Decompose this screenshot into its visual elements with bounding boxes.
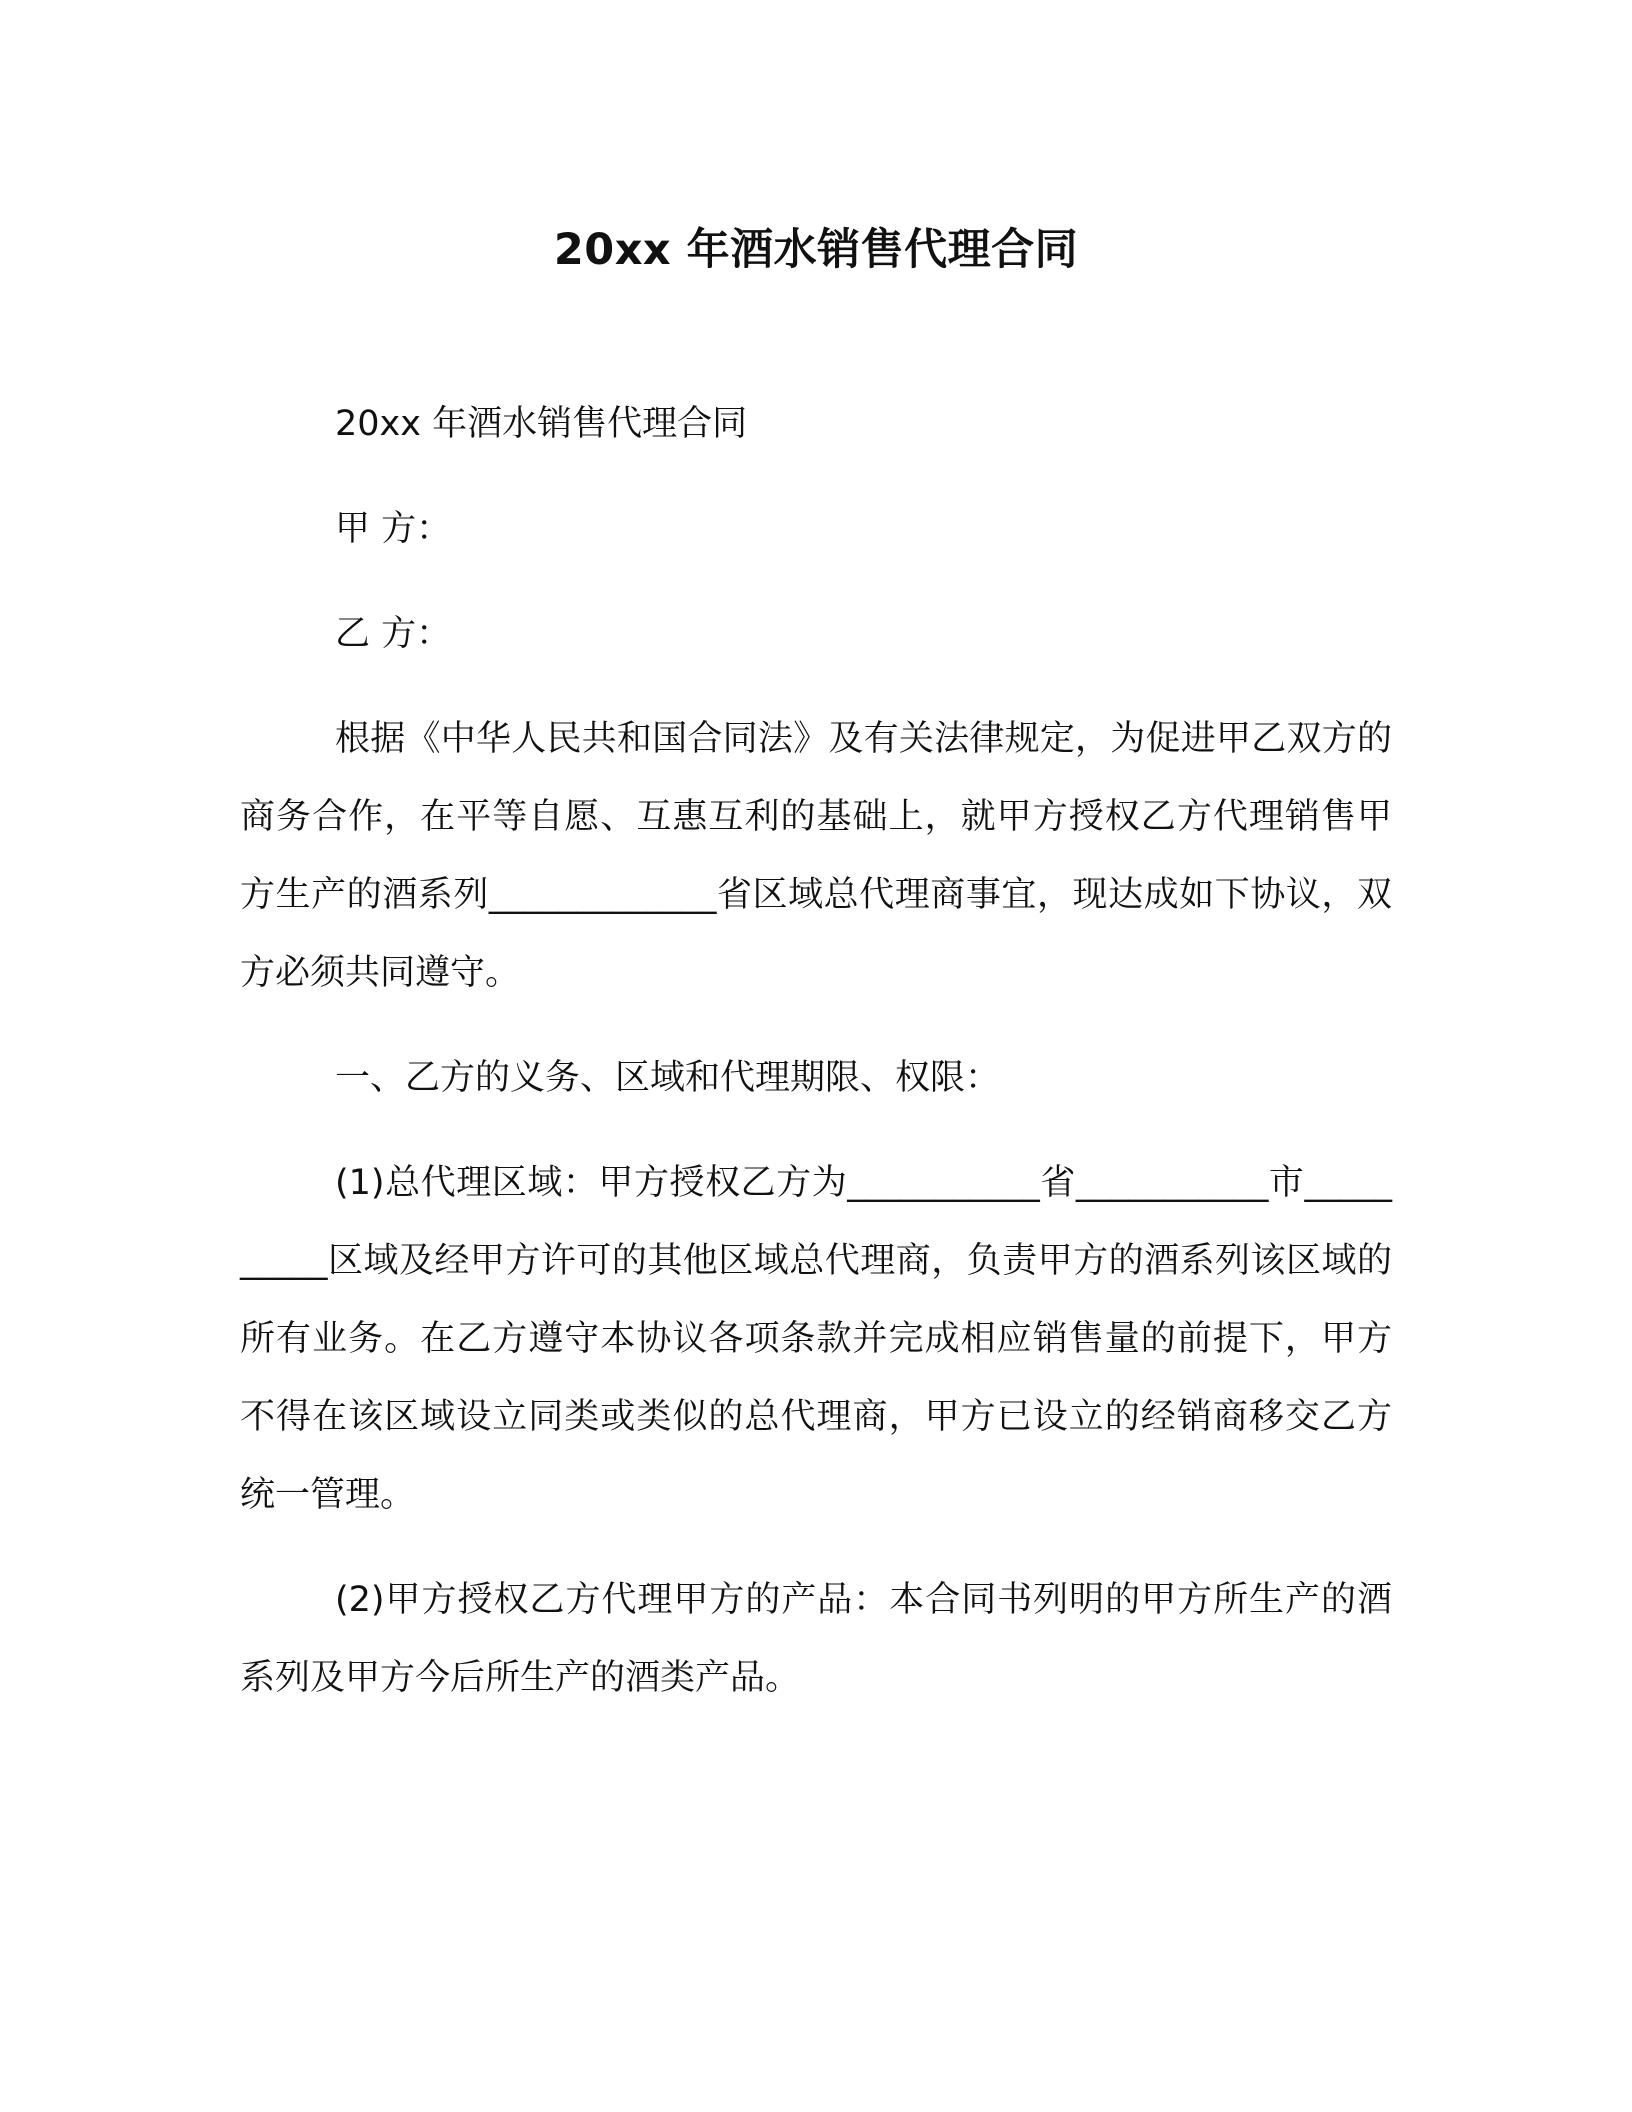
subtitle-paragraph: 20xx 年酒水销售代理合同 bbox=[335, 404, 748, 444]
preamble-paragraph: 根据《中华人民共和国合同法》及有关法律规定，为促进甲乙双方的商务合作，在平等自愿、互惠互利的基础上，就甲方授权乙方代理销售甲方生产的酒系列_____________省区域总代理商事宜，现达成如下协议，双方必须共同遵守。 bbox=[240, 719, 1392, 993]
party-a-line: 甲 方： bbox=[335, 509, 452, 549]
document-body bbox=[240, 385, 1392, 1744]
party-b-line: 乙 方： bbox=[335, 614, 452, 654]
document-title: 20xx 年酒水销售代理合同 bbox=[553, 225, 1079, 275]
clause-1-paragraph: (1)总代理区域：甲方授权乙方为___________省___________市__________区域及经甲方许可的其他区域总代理商，负责甲方的酒系列该区域的所有业务。在乙方遵守本协议各项条款并完成相应销售量的前提下，甲方不得在该区域设立同类或类似的总代理商，甲方已设立的经销商移交乙方统一管理。 bbox=[240, 1163, 1392, 1515]
section-heading: 一、乙方的义务、区域和代理期限、权限： bbox=[335, 1058, 1001, 1098]
clause-2-paragraph: (2)甲方授权乙方代理甲方的产品：本合同书列明的甲方所生产的酒系列及甲方今后所生产的酒类产品。 bbox=[240, 1580, 1392, 1698]
